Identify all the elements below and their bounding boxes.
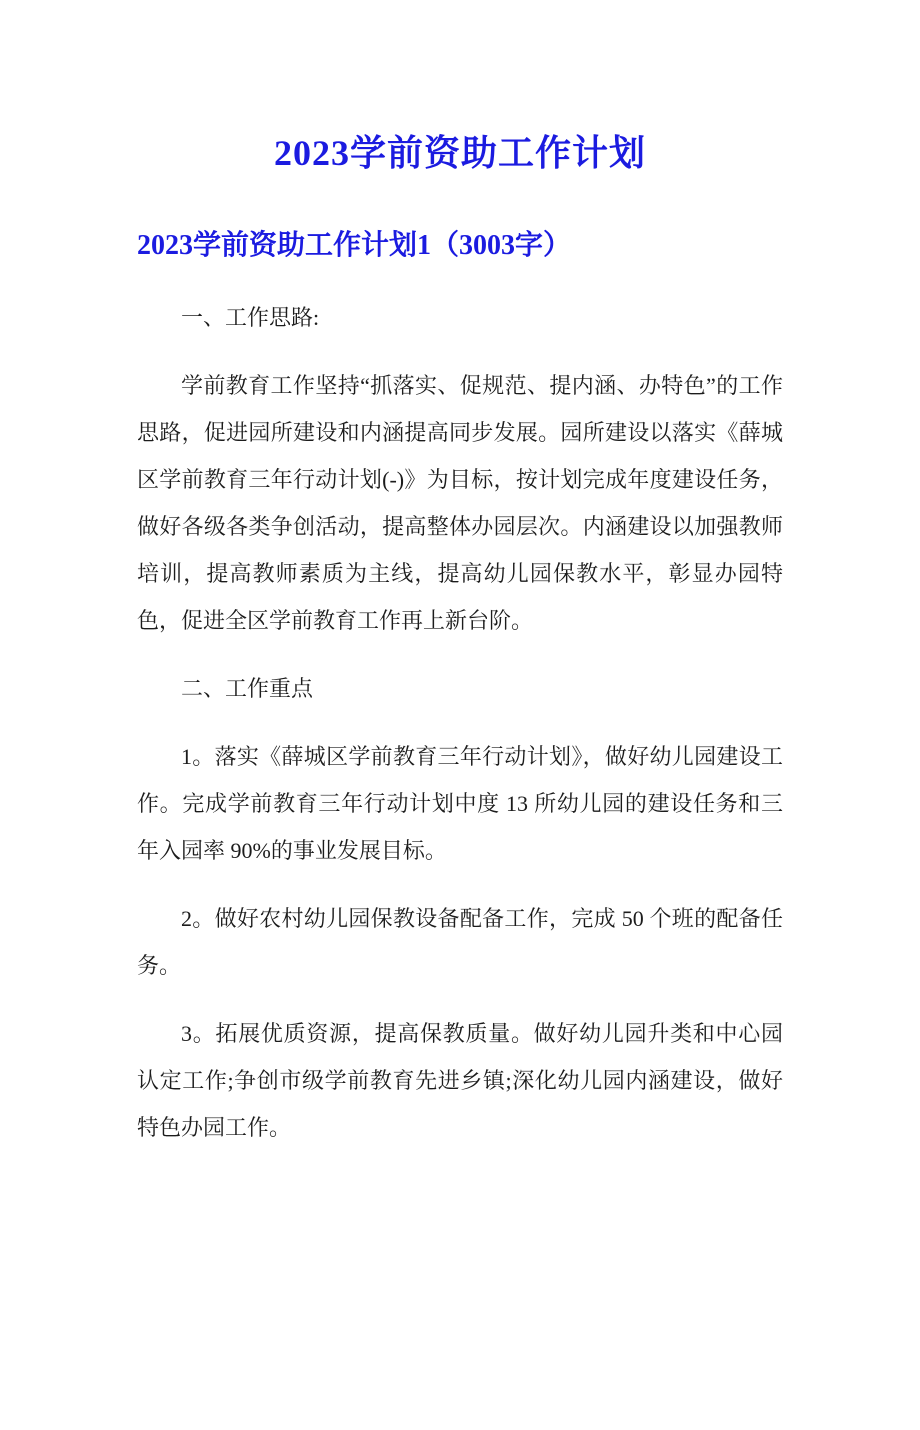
paragraph-priority-1: 1。落实《薛城区学前教育三年行动计划》，做好幼儿园建设工作。完成学前教育三年行动计划中度 13 所幼儿园的建设任务和三年入园率 90%的事业发展目标。 [137, 744, 783, 863]
paragraph-priority-2: 2。做好农村幼儿园保教设备配备工作，完成 50 个班的配备任务。 [137, 906, 783, 978]
paragraph-priority-3: 3。拓展优质资源，提高保教质量。做好幼儿园升类和中心园认定工作;争创市级学前教育先进乡镇;深化幼儿园内涵建设，做好特色办园工作。 [137, 1021, 783, 1140]
document-page [0, 128, 920, 1430]
section-heading-work-priorities: 二、工作重点 [181, 676, 314, 701]
document-title: 2023学前资助工作计划 [273, 133, 646, 173]
section-heading-work-approach: 一、工作思路: [181, 305, 320, 330]
document-subtitle: 2023学前资助工作计划1（3003字） [137, 230, 572, 261]
paragraph-work-approach: 学前教育工作坚持“抓落实、促规范、提内涵、办特色”的工作思路，促进园所建设和内涵提高同步发展。园所建设以落实《薛城区学前教育三年行动计划(-)》为目标，按计划完成年度建设任务，做好各级各类争创活动，提高整体办园层次。内涵建设以加强教师培训，提高教师素质为主线，提高幼儿园保教水平，彰显办园特色，促进全区学前教育工作再上新台阶。 [137, 373, 783, 633]
document-body [137, 294, 783, 1151]
